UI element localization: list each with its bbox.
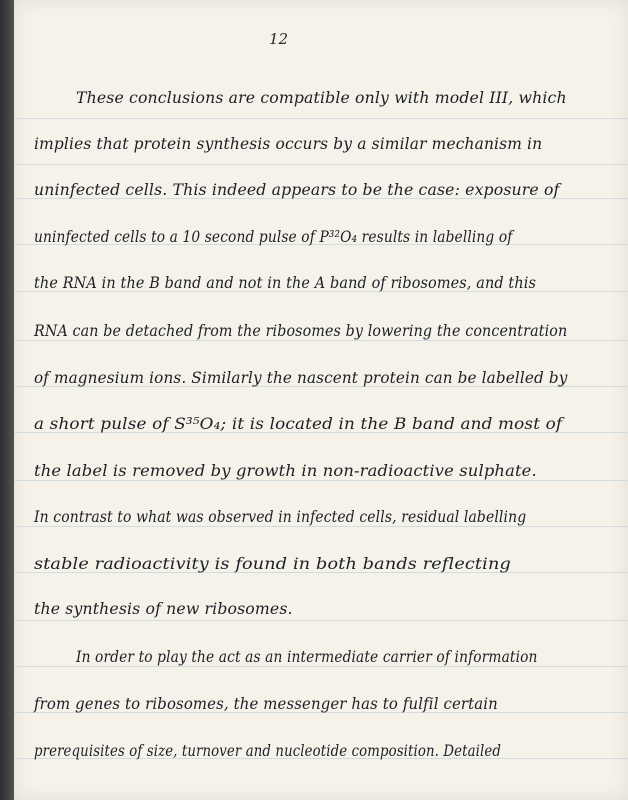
text-line-9: the label is removed by growth in non-radioactive sulphate. (34, 461, 537, 480)
text-line-8: a short pulse of S³⁵O₄; it is located in the B band and most of (34, 414, 563, 433)
text-line-3: uninfected cells. This indeed appears to be the case: exposure of (34, 180, 560, 199)
text-line-12: the synthesis of new ribosomes. (34, 599, 293, 618)
text-line-5: the RNA in the B band and not in the A band of ribosomes, and this (34, 273, 537, 292)
text-line-13: In order to play the act as an intermediate carrier of information (76, 647, 538, 666)
text-line-2: implies that protein synthesis occurs by a similar mechanism in (34, 134, 543, 153)
text-line-7: of magnesium ions. Similarly the nascent protein can be labelled by (34, 368, 568, 387)
ruled-line (14, 480, 628, 481)
text-line-1: These conclusions are compatible only with model III, which (76, 88, 567, 107)
ruled-line (14, 620, 628, 621)
ruled-line (14, 340, 628, 341)
page-edge-shadow (0, 0, 14, 800)
text-line-15: prerequisites of size, turnover and nucleotide composition. Detailed (34, 741, 501, 760)
text-line-10: In contrast to what was observed in infected cells, residual labelling (34, 507, 527, 526)
page-number: 12 (269, 30, 289, 48)
text-line-14: from genes to ribosomes, the messenger has to fulfil certain (34, 694, 498, 713)
ruled-line (14, 164, 628, 165)
ruled-line (14, 666, 628, 667)
text-line-6: RNA can be detached from the ribosomes by lowering the concentration (34, 321, 568, 340)
text-line-11: stable radioactivity is found in both bands reflecting (34, 554, 511, 573)
manuscript-page (14, 0, 628, 800)
ruled-line (14, 526, 628, 527)
ruled-line (14, 118, 628, 119)
text-line-4: uninfected cells to a 10 second pulse of P³²O₄ results in labelling of (34, 227, 513, 246)
